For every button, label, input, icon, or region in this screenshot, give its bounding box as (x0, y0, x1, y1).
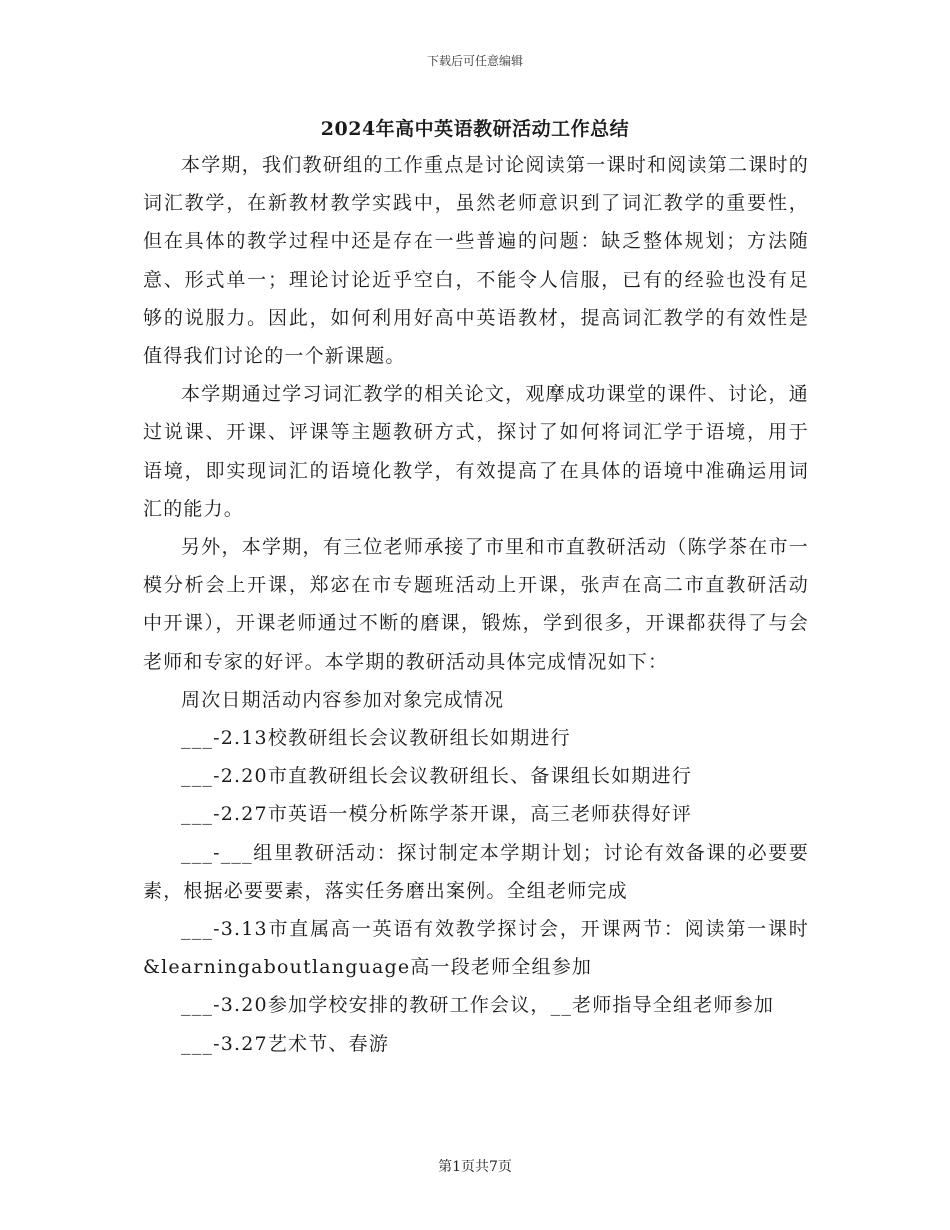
paragraph: 本学期通过学习词汇教学的相关论文，观摩成功课堂的课件、讨论，通过说课、开课、评课等主题教研方式，探讨了如何将词汇学于语境，用于语境，即实现词汇的语境化教学，有效提高了在具体的语境中准确运用词汇的能力。 (143, 383, 809, 520)
document-title: 2024年高中英语教研活动工作总结 (320, 118, 630, 140)
page-header-note: 下载后可任意编辑 (426, 54, 523, 68)
schedule-entry: ___-2.20市直教研组长会议教研组长、备课组长如期进行 (181, 765, 693, 788)
schedule-entry: ___-2.13校教研组长会议教研组长如期进行 (181, 727, 571, 750)
page-number: 第1页共7页 (438, 1159, 512, 1175)
schedule-entry: ___-3.20参加学校安排的教研工作会议，__老师指导全组老师参加 (181, 994, 775, 1017)
schedule-entry: ___-2.27市英语一模分析陈学茶开课，高三老师获得好评 (181, 803, 693, 826)
table-header-line: 周次日期活动内容参加对象完成情况 (181, 688, 505, 711)
paragraph: 本学期，我们教研组的工作重点是讨论阅读第一课时和阅读第二课时的词汇教学，在新教材教学实践中，虽然老师意识到了词汇教学的重要性，但在具体的教学过程中还是存在一些普遍的问题：缺乏整体规划；方法随意、形式单一；理论讨论近乎空白，不能令人信服，已有的经验也没有足够的说服力。因此，如何利用好高中英语教材，提高词汇教学的有效性是值得我们讨论的一个新课题。 (143, 154, 809, 368)
schedule-entry: ___-3.13市直属高一英语有效教学探讨会，开课两节：阅读第一课时&learningaboutlanguage高一段老师全组参加 (143, 918, 809, 979)
document-body (143, 146, 809, 1063)
paragraph: 另外，本学期，有三位老师承接了市里和市直教研活动（陈学茶在市一模分析会上开课，郑宓在市专题班活动上开课，张声在高二市直教研活动中开课），开课老师通过不断的磨课，锻炼，学到很多，开课都获得了与会老师和专家的好评。本学期的教研活动具体完成情况如下： (143, 536, 809, 673)
schedule-entry: ___-3.27艺术节、春游 (181, 1032, 390, 1055)
schedule-entry: ___-___组里教研活动：探讨制定本学期计划；讨论有效备课的必要要素，根据必要要素，落实任务磨出案例。全组老师完成 (143, 841, 809, 902)
